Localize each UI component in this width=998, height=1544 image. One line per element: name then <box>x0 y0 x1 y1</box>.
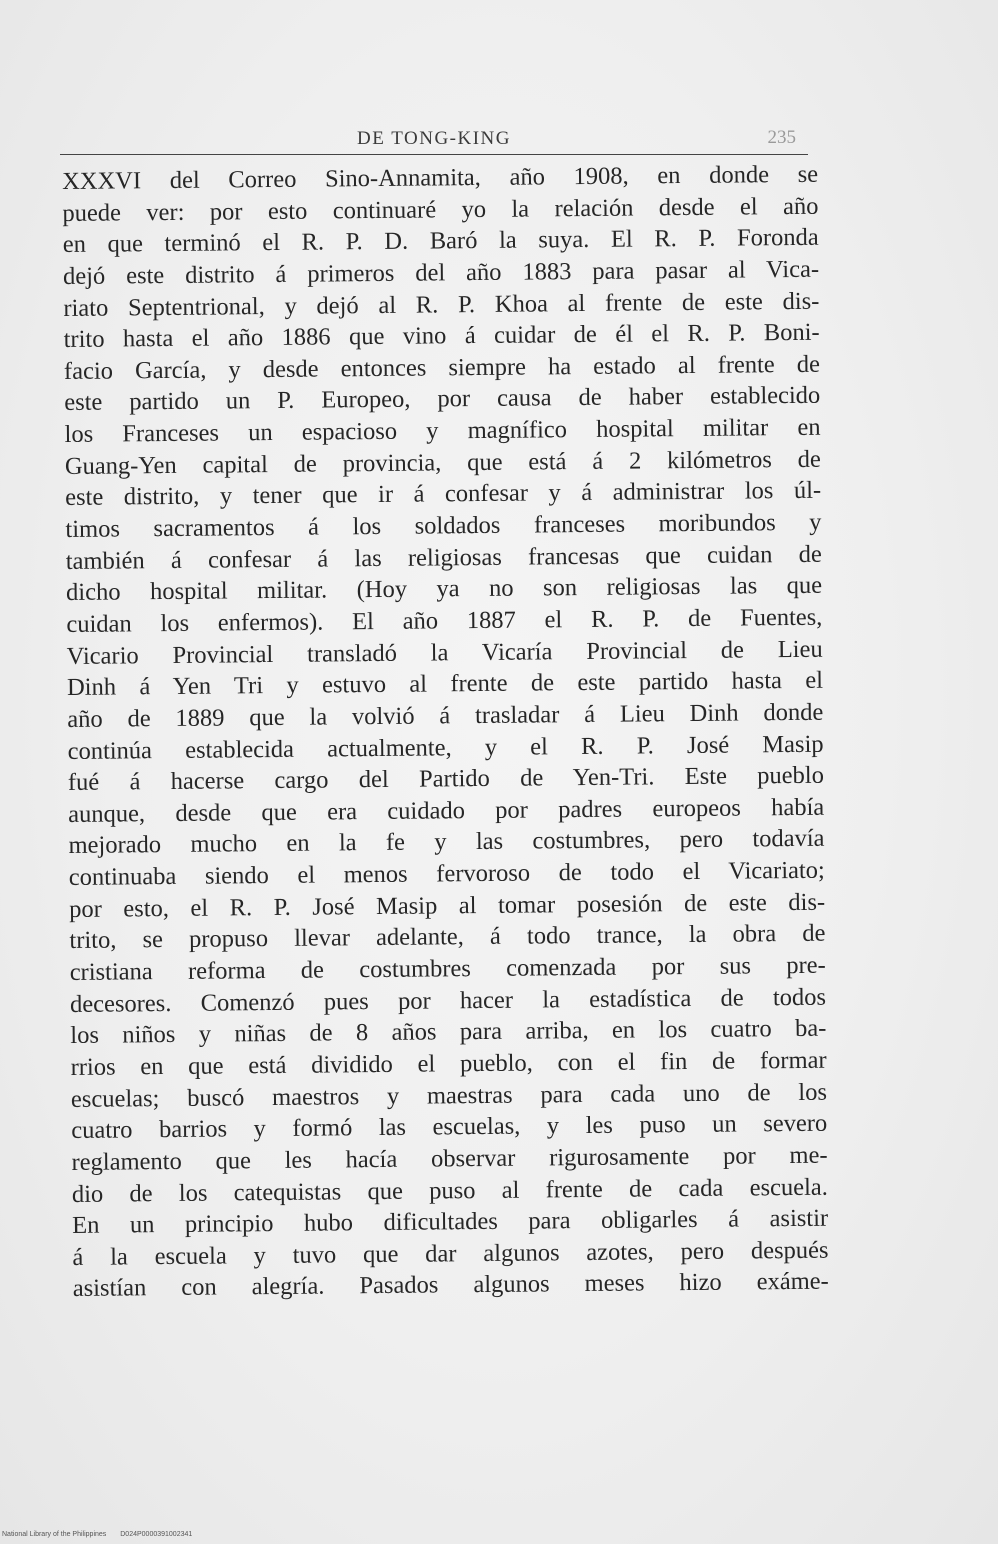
text-line: XXXVI del Correo Sino-Annamita, año 1908, en donde se <box>62 160 819 195</box>
body-text <box>62 159 829 1305</box>
text-line: Guang-Yen capital de provincia, que está á 2 kilómetros de <box>64 445 821 480</box>
text-line: este distrito, y tener que ir á confesar y á administrar los úl- <box>65 477 822 512</box>
text-line: cristiana reforma de costumbres comenzada por sus pre- <box>69 951 826 986</box>
text-line: escuelas; buscó maestros y maestras para cada uno de los <box>70 1078 828 1113</box>
text-line: dio de los catequistas que puso al frente de cada escuela. <box>71 1173 828 1208</box>
page-number: 235 <box>767 127 796 148</box>
text-line: En un principio hubo dificultades para obligarles á asistir <box>72 1204 829 1240</box>
text-line: los Franceses un espacioso y magnífico hospital militar en <box>64 413 821 449</box>
text-line: Dinh á Yen Tri y estuvo al frente de este partido hasta el <box>66 666 824 702</box>
text-line: los niños y niñas de 8 años para arriba, en los cuatro ba- <box>70 1015 827 1050</box>
text-line: aunque, desde que era cuidado por padres europeos había <box>68 793 825 828</box>
text-line: trito hasta el año 1886 que vino á cuidar de él el R. P. Boni- <box>63 318 820 354</box>
text-line: también á confesar á las religiosas francesas que cuidan de <box>65 540 822 575</box>
text-line: puede ver: por esto continuaré yo la relación desde el año <box>62 192 819 227</box>
scan-identifier: D024P0000391002341 <box>120 1531 193 1538</box>
library-credit: National Library of the Philippines <box>2 1531 107 1538</box>
text-line: por esto, el R. P. José Masip al tomar posesión de este dis- <box>69 888 826 923</box>
text-line: en que terminó el R. P. D. Baró la suya. El R. P. Foronda <box>62 224 819 259</box>
text-line: continuaba siendo el menos fervoroso de todo el Vicariato; <box>68 856 825 892</box>
text-line: este partido un P. Europeo, por causa de haber establecido <box>64 382 821 417</box>
text-line: año de 1889 que la volvió á trasladar á Lieu Dinh donde <box>67 698 824 733</box>
text-line: continúa establecida actualmente, y el R. P. José Masip <box>67 730 824 765</box>
text-line: cuatro barrios y formó las escuelas, y les puso un severo <box>71 1109 828 1145</box>
text-line: fué á hacerse cargo del Partido de Yen-Tri. Este pueblo <box>67 761 825 797</box>
text-line: cuidan los enfermos). El año 1887 el R. P. de Fuentes, <box>66 603 823 638</box>
text-line: rrios en que está dividido el pueblo, con el fin de formar <box>70 1046 827 1081</box>
text-line: riato Septentrional, y dejó al R. P. Khoa al frente de este dis- <box>63 287 820 322</box>
text-line: facio García, y desde entonces siempre ha estado al frente de <box>63 350 821 385</box>
text-line: mejorado mucho en la fe y las costumbres, pero todavía <box>68 825 825 860</box>
text-line: Vicario Provincial transladó la Vicaría Provincial de Lieu <box>66 635 823 670</box>
text-line: asistían con alegría. Pasados algunos meses hizo exáme- <box>72 1268 829 1303</box>
text-line: dejó este distrito á primeros del año 1883 para pasar al Vica- <box>62 255 820 290</box>
text-line: á la escuela y tuvo que dar algunos azotes, pero después <box>72 1236 829 1271</box>
text-line: trito, se propuso llevar adelante, á todo trance, la obra de <box>69 920 826 955</box>
page-header <box>60 124 808 155</box>
running-head: DE TONG-KING <box>357 128 511 149</box>
text-line: decesores. Comenzó pues por hacer la estadística de todos <box>69 983 827 1018</box>
text-line: reglamento que les hacía observar rigurosamente por me- <box>71 1141 828 1176</box>
text-line: dicho hospital militar. (Hoy ya no son religiosas las que <box>65 572 823 607</box>
text-line: timos sacramentos á los soldados franceses moribundos y <box>65 508 822 544</box>
scan-footer <box>2 1531 192 1538</box>
